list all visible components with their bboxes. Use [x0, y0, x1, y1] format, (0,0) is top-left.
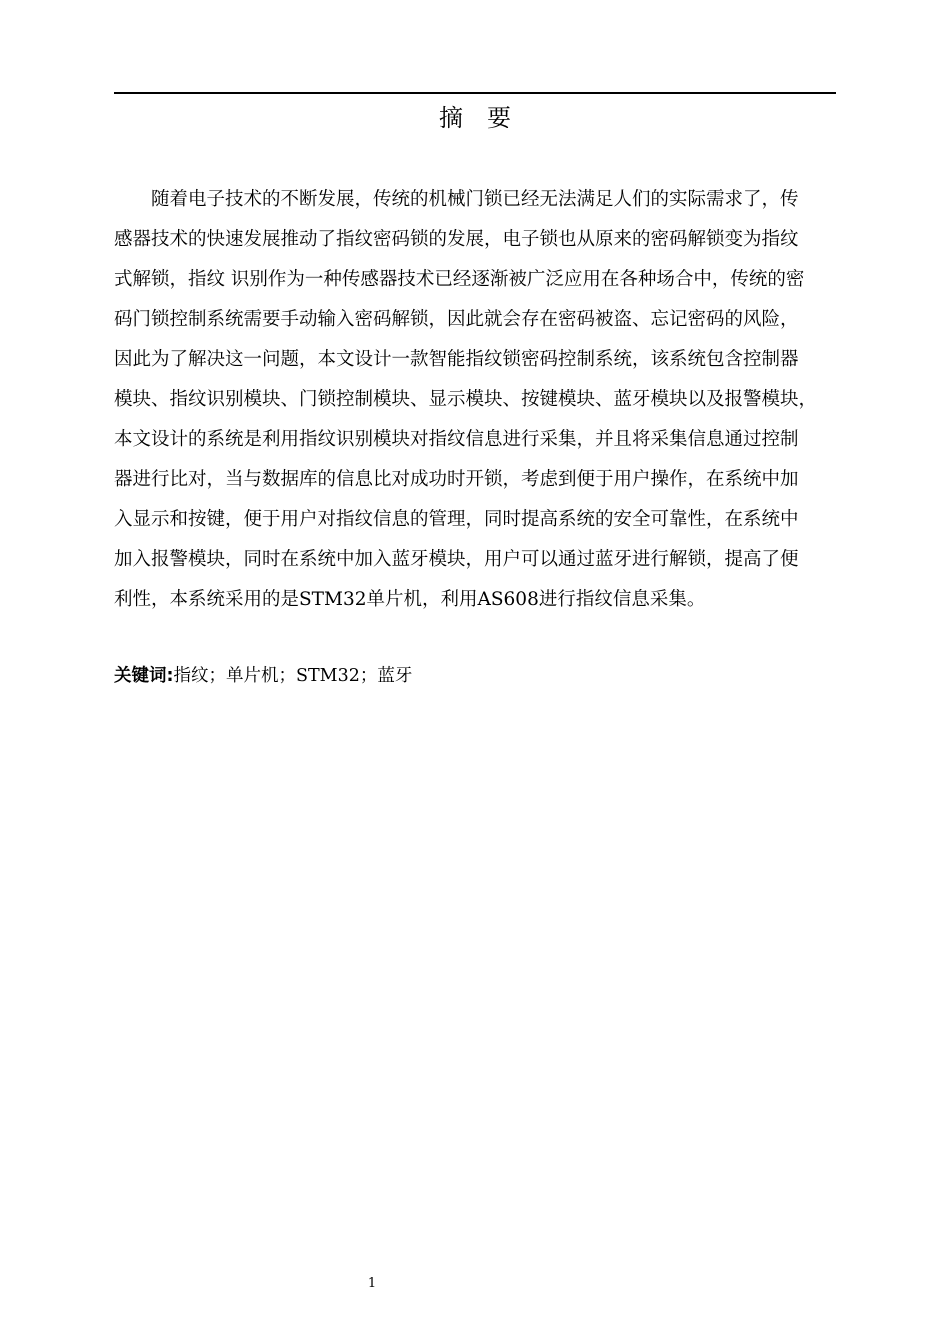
keywords-label: 关键词:: [114, 666, 174, 686]
abstract-line: 感器技术的快速发展推动了指纹密码锁的发展，电子锁也从原来的密码解锁变为指纹: [114, 229, 799, 250]
keywords-line: [114, 662, 412, 690]
abstract-title: [114, 102, 836, 134]
abstract-line: 利性，本系统采用的是STM32单片机，利用AS608进行指纹信息采集。: [114, 589, 706, 610]
abstract-body: [114, 180, 854, 620]
abstract-line: 因此为了解决这一问题，本文设计一款智能指纹锁密码控制系统，该系统包含控制器: [114, 349, 799, 370]
abstract-line: 随着电子技术的不断发展，传统的机械门锁已经无法满足人们的实际需求了，传: [151, 189, 799, 210]
abstract-line: 本文设计的系统是利用指纹识别模块对指纹信息进行采集，并且将采集信息通过控制: [114, 429, 799, 450]
abstract-line: 加入报警模块，同时在系统中加入蓝牙模块，用户可以通过蓝牙进行解锁，提高了便: [114, 549, 799, 570]
abstract-title-char-2: 要: [487, 104, 511, 132]
abstract-line: 器进行比对，当与数据库的信息比对成功时开锁，考虑到便于用户操作，在系统中加: [114, 469, 799, 490]
page-number: 1: [367, 1276, 377, 1291]
abstract-line: 模块、指纹识别模块、门锁控制模块、显示模块、按键模块、蓝牙模块以及报警模块，: [114, 389, 818, 410]
abstract-title-char-1: 摘: [439, 104, 463, 132]
abstract-line: 入显示和按键，便于用户对指纹信息的管理，同时提高系统的安全可靠性，在系统中: [114, 509, 799, 530]
keywords-text: 指纹；单片机；STM32；蓝牙: [173, 666, 413, 686]
header-rule: [114, 92, 836, 94]
abstract-line: 码门锁控制系统需要手动输入密码解锁，因此就会存在密码被盗、忘记密码的风险，: [114, 309, 799, 330]
abstract-line: 式解锁，指纹 识别作为一种传感器技术已经逐渐被广泛应用在各种场合中，传统的密: [114, 269, 805, 290]
